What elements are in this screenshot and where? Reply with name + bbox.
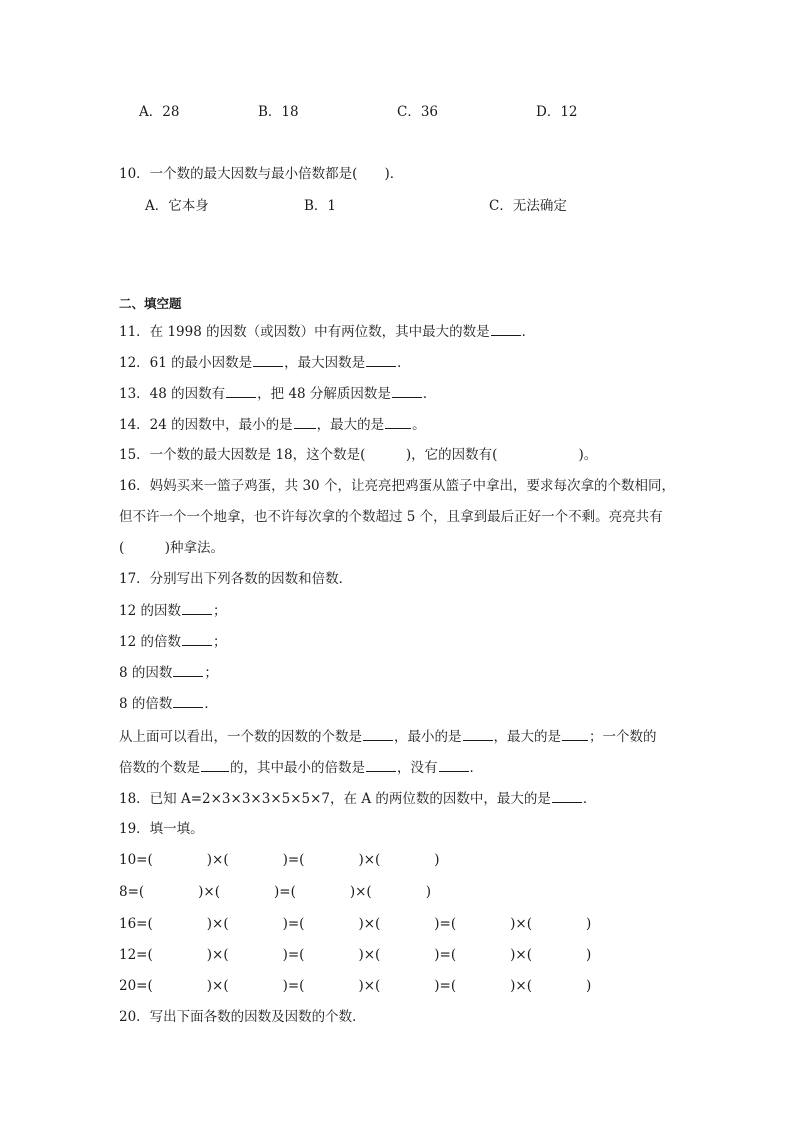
q17-label-1: 12 的因数: [119, 603, 181, 619]
answer-blank[interactable]: [173, 662, 203, 677]
answer-blank[interactable]: [294, 414, 316, 429]
q17-summary-text-g: ，没有: [397, 760, 438, 776]
answer-blank[interactable]: [562, 726, 588, 741]
q20-stem: 20．写出下面各数的因数及因数的个数．: [119, 1009, 366, 1025]
q11-text: 11．在 1998 的因数（或因数）中有两位数，其中最大的数是: [119, 324, 490, 340]
q12-text-b: ，最大因数是: [284, 355, 366, 371]
q9-option-a: A．28: [139, 104, 180, 120]
q10-option-b: B．1: [304, 198, 337, 214]
q14: [119, 414, 426, 435]
answer-blank[interactable]: [366, 352, 396, 367]
q11: [119, 321, 535, 342]
q13-text-a: 13．48 的因数有: [119, 386, 226, 402]
q13-text-b: ，把 48 分解质因数是: [257, 386, 391, 402]
q17-summary-2: [119, 757, 483, 778]
q10-option-a: A．它本身: [145, 198, 209, 214]
q12: [119, 352, 411, 373]
q11-end: ．: [521, 324, 536, 340]
answer-blank[interactable]: [182, 600, 212, 615]
q19-row-8: 8=( )×( )=( )×( ): [119, 884, 431, 900]
answer-blank[interactable]: [463, 726, 493, 741]
q17-summary-text-a: 从上面可以看出，一个数的因数的个数是: [119, 729, 362, 745]
q17-label-3: 8 的因数: [119, 665, 173, 681]
q9-option-c: C．36: [397, 104, 439, 120]
q17-summary-text-b: ，最小的是: [394, 729, 462, 745]
q17-label-2: 12 的倍数: [119, 634, 181, 650]
q18-text: 18．已知 A=2×3×3×3×5×5×7，在 A 的两位数的因数中，最大的是: [119, 791, 551, 807]
answer-blank[interactable]: [552, 788, 582, 803]
q17-sep-4: ．: [204, 696, 218, 712]
q19-stem: 19．填一填。: [119, 821, 204, 837]
q9-option-b: B．18: [258, 104, 299, 120]
q14-text-c: 。: [412, 417, 426, 433]
answer-blank[interactable]: [226, 383, 256, 398]
q13: [119, 383, 436, 404]
q17-summary-text-c: ，最大的是: [493, 729, 561, 745]
q12-text-a: 12．61 的最小因数是: [119, 355, 253, 371]
q17-summary-text-h: ．: [469, 760, 483, 776]
q19-row-16: 16=( )×( )=( )×( )=( )×( ): [119, 916, 592, 932]
q17-sep-3: ；: [204, 665, 218, 681]
q17-line-3: [119, 662, 218, 683]
q17-label-4: 8 的倍数: [119, 696, 173, 712]
q17-line-1: [119, 600, 226, 621]
q14-text-a: 14．24 的因数中，最小的是: [119, 417, 293, 433]
q16-line-3: ( )种拿法。: [119, 540, 225, 556]
q9-option-d: D．12: [536, 104, 578, 120]
answer-blank[interactable]: [385, 414, 411, 429]
q15: 15．一个数的最大因数是 18，这个数是( )，它的因数有( )。: [119, 447, 598, 463]
answer-blank[interactable]: [439, 757, 469, 772]
q19-row-12: 12=( )×( )=( )×( )=( )×( ): [119, 947, 592, 963]
q16-line-1: 16．妈妈买来一篮子鸡蛋，共 30 个，让亮亮把鸡蛋从篮子中拿出，要求每次拿的个数相同，: [119, 478, 675, 494]
q17-sep-2: ；: [212, 634, 227, 650]
answer-blank[interactable]: [182, 631, 212, 646]
answer-blank[interactable]: [253, 352, 283, 367]
answer-blank[interactable]: [173, 693, 203, 708]
section-heading-fill-in: 二、填空题: [119, 296, 182, 311]
q17-line-4: [119, 693, 218, 714]
q19-row-20: 20=( )×( )=( )×( )=( )×( ): [119, 978, 592, 994]
q17-summary-text-f: 的，其中最小的倍数是: [230, 760, 365, 776]
q17-summary-1: [119, 726, 657, 747]
q16-line-2: 但不许一个一个地拿，也不许每次拿的个数超过 5 个，且拿到最后正好一个不剩。亮亮共有: [119, 509, 663, 525]
q17-sep-1: ；: [212, 603, 227, 619]
q14-text-b: ，最大的是: [316, 417, 385, 433]
answer-blank[interactable]: [363, 726, 393, 741]
q17-summary-text-d: ；一个数的: [589, 729, 657, 745]
q17-summary-text-e: 倍数的个数是: [119, 760, 200, 776]
q17-line-2: [119, 631, 226, 652]
q18-end: ．: [582, 791, 597, 807]
q17-stem: 17．分别写出下列各数的因数和倍数．: [119, 571, 353, 587]
q19-row-10: 10=( )×( )=( )×( ): [119, 852, 440, 868]
answer-blank[interactable]: [366, 757, 396, 772]
answer-blank[interactable]: [392, 383, 422, 398]
q13-text-c: ．: [422, 386, 437, 402]
q10-option-c: C．无法确定: [489, 198, 567, 214]
q18: [119, 788, 596, 809]
q10-stem: 10．一个数的最大因数与最小倍数都是( )．: [119, 166, 404, 182]
answer-blank[interactable]: [201, 757, 229, 772]
q12-text-c: ．: [397, 355, 411, 371]
answer-blank[interactable]: [491, 321, 521, 336]
